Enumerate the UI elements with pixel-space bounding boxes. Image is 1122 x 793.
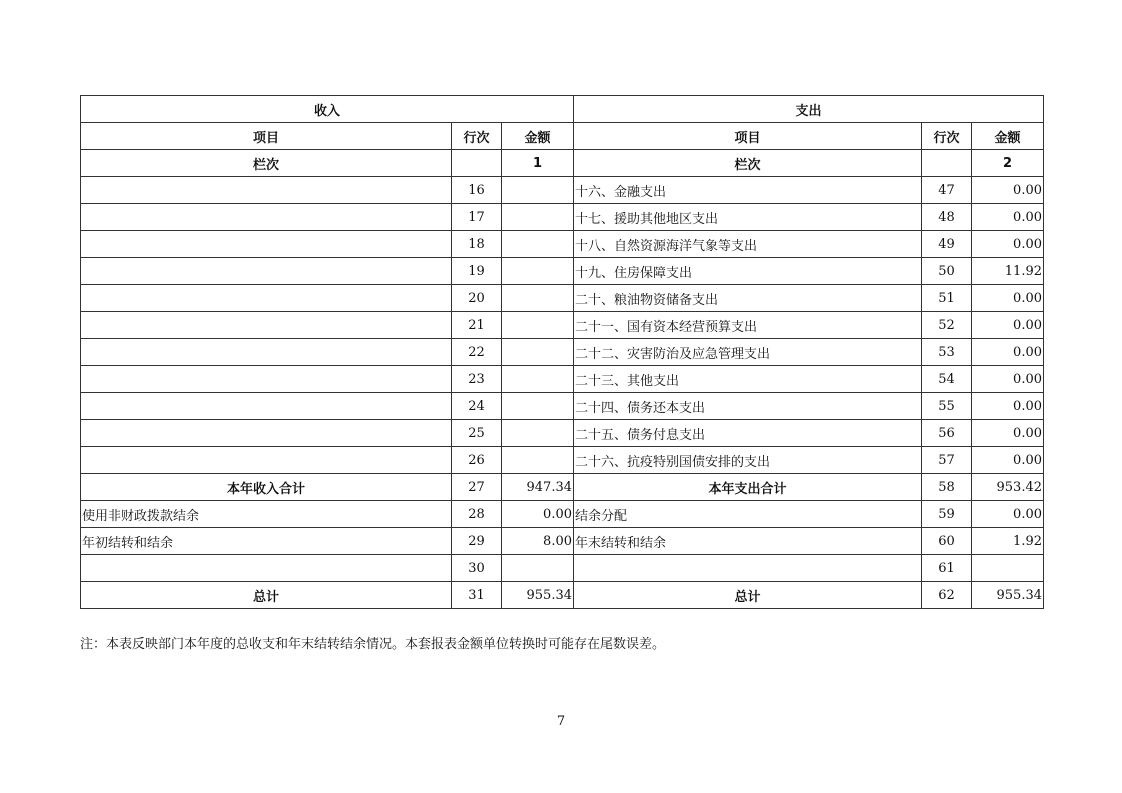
- expense-subtotal-amount: 953.42: [972, 474, 1044, 501]
- income-amount-header: 金额: [502, 123, 574, 150]
- expense-row-no-cell: 51: [922, 285, 972, 312]
- table-body: [81, 96, 1044, 177]
- income-amount-cell: [502, 420, 574, 447]
- expense-column-blank: [922, 150, 972, 177]
- expense-item-cell: 二十一、国有资本经营预算支出: [574, 312, 922, 339]
- expense-amount-header: 金额: [972, 123, 1044, 150]
- expense-row-no-header: 行次: [922, 123, 972, 150]
- expense-amount-cell: 0.00: [972, 204, 1044, 231]
- expense-item-cell: [574, 555, 922, 582]
- page-number: 7: [556, 714, 566, 729]
- expense-amount-cell: 0.00: [972, 501, 1044, 528]
- income-item-cell: 使用非财政拨款结余: [81, 501, 452, 528]
- expense-row-no-cell: 49: [922, 231, 972, 258]
- table-row: [81, 501, 1044, 528]
- income-amount-cell: [502, 366, 574, 393]
- expense-total-row-no: 62: [922, 582, 972, 609]
- expense-column-label: 栏次: [574, 150, 922, 177]
- income-column-blank: [452, 150, 502, 177]
- income-row-no-cell: 21: [452, 312, 502, 339]
- expense-item-cell: 二十、粮油物资储备支出: [574, 285, 922, 312]
- table-row: [81, 555, 1044, 582]
- table-row: [81, 528, 1044, 555]
- expense-header: 支出: [574, 96, 1044, 123]
- expense-item-cell: 十六、金融支出: [574, 177, 922, 204]
- income-item-cell: [81, 231, 452, 258]
- income-item-cell: [81, 420, 452, 447]
- expense-item-cell: 十九、住房保障支出: [574, 258, 922, 285]
- expense-item-cell: 二十四、债务还本支出: [574, 393, 922, 420]
- expense-item-header: 项目: [574, 123, 922, 150]
- subtotal-row: [81, 474, 1044, 501]
- expense-subtotal-label: 本年支出合计: [574, 474, 922, 501]
- expense-column-number: 2: [972, 150, 1044, 177]
- income-row-no-cell: 22: [452, 339, 502, 366]
- income-amount-cell: [502, 393, 574, 420]
- expense-row-no-cell: 54: [922, 366, 972, 393]
- income-amount-cell: [502, 339, 574, 366]
- income-item-cell: [81, 285, 452, 312]
- income-amount-cell: 8.00: [502, 528, 574, 555]
- expense-row-no-cell: 47: [922, 177, 972, 204]
- expense-amount-cell: 11.92: [972, 258, 1044, 285]
- expense-row-no-cell: 56: [922, 420, 972, 447]
- expense-item-cell: 年末结转和结余: [574, 528, 922, 555]
- income-item-header: 项目: [81, 123, 452, 150]
- income-item-cell: 年初结转和结余: [81, 528, 452, 555]
- expense-amount-cell: 0.00: [972, 312, 1044, 339]
- table-row: [81, 231, 1044, 258]
- expense-amount-cell: 0.00: [972, 447, 1044, 474]
- income-amount-cell: [502, 285, 574, 312]
- data-rows: [81, 177, 1044, 474]
- income-row-no-cell: 30: [452, 555, 502, 582]
- table-row: [81, 204, 1044, 231]
- table-row: [81, 285, 1044, 312]
- income-row-no-cell: 18: [452, 231, 502, 258]
- table-row: [81, 339, 1044, 366]
- income-row-no-cell: 24: [452, 393, 502, 420]
- expense-item-cell: 十七、援助其他地区支出: [574, 204, 922, 231]
- income-item-cell: [81, 312, 452, 339]
- expense-amount-cell: 0.00: [972, 366, 1044, 393]
- income-row-no-cell: 25: [452, 420, 502, 447]
- income-item-cell: [81, 204, 452, 231]
- table-row: [81, 312, 1044, 339]
- expense-row-no-cell: 50: [922, 258, 972, 285]
- income-item-cell: [81, 393, 452, 420]
- header-column-row: [81, 123, 1044, 150]
- expense-item-cell: 二十二、灾害防治及应急管理支出: [574, 339, 922, 366]
- income-subtotal-amount: 947.34: [502, 474, 574, 501]
- table-row: [81, 420, 1044, 447]
- income-column-number: 1: [502, 150, 574, 177]
- expense-row-no-cell: 61: [922, 555, 972, 582]
- income-amount-cell: [502, 312, 574, 339]
- income-subtotal-row-no: 27: [452, 474, 502, 501]
- income-row-no-cell: 19: [452, 258, 502, 285]
- table-row: [81, 393, 1044, 420]
- income-row-no-cell: 17: [452, 204, 502, 231]
- income-row-no-header: 行次: [452, 123, 502, 150]
- expense-item-cell: 十八、自然资源海洋气象等支出: [574, 231, 922, 258]
- income-item-cell: [81, 177, 452, 204]
- extra-rows: [81, 501, 1044, 582]
- income-subtotal-label: 本年收入合计: [81, 474, 452, 501]
- expense-row-no-cell: 53: [922, 339, 972, 366]
- income-amount-cell: [502, 555, 574, 582]
- income-amount-cell: [502, 258, 574, 285]
- income-row-no-cell: 29: [452, 528, 502, 555]
- expense-amount-cell: [972, 555, 1044, 582]
- expense-total-amount: 955.34: [972, 582, 1044, 609]
- income-row-no-cell: 16: [452, 177, 502, 204]
- income-amount-cell: [502, 231, 574, 258]
- table-row: [81, 366, 1044, 393]
- income-item-cell: [81, 447, 452, 474]
- expense-subtotal-row-no: 58: [922, 474, 972, 501]
- expense-amount-cell: 0.00: [972, 393, 1044, 420]
- income-item-cell: [81, 366, 452, 393]
- income-row-no-cell: 28: [452, 501, 502, 528]
- expense-amount-cell: 1.92: [972, 528, 1044, 555]
- expense-item-cell: 二十六、抗疫特别国债安排的支出: [574, 447, 922, 474]
- expense-row-no-cell: 48: [922, 204, 972, 231]
- expense-row-no-cell: 57: [922, 447, 972, 474]
- header-section-row: [81, 96, 1044, 123]
- income-header: 收入: [81, 96, 574, 123]
- expense-item-cell: 二十三、其他支出: [574, 366, 922, 393]
- expense-item-cell: 二十五、债务付息支出: [574, 420, 922, 447]
- income-item-cell: [81, 555, 452, 582]
- expense-item-cell: 结余分配: [574, 501, 922, 528]
- income-row-no-cell: 23: [452, 366, 502, 393]
- income-amount-cell: [502, 447, 574, 474]
- income-row-no-cell: 20: [452, 285, 502, 312]
- expense-row-no-cell: 52: [922, 312, 972, 339]
- table-row: [81, 447, 1044, 474]
- income-column-label: 栏次: [81, 150, 452, 177]
- column-number-row: [81, 150, 1044, 177]
- expense-amount-cell: 0.00: [972, 177, 1044, 204]
- income-amount-cell: 0.00: [502, 501, 574, 528]
- expense-amount-cell: 0.00: [972, 231, 1044, 258]
- table-row: [81, 177, 1044, 204]
- expense-amount-cell: 0.00: [972, 420, 1044, 447]
- expense-total-label: 总计: [574, 582, 922, 609]
- income-item-cell: [81, 258, 452, 285]
- income-row-no-cell: 26: [452, 447, 502, 474]
- table-row: [81, 258, 1044, 285]
- total-section: [81, 582, 1044, 609]
- expense-amount-cell: 0.00: [972, 285, 1044, 312]
- income-total-row-no: 31: [452, 582, 502, 609]
- income-item-cell: [81, 339, 452, 366]
- expense-row-no-cell: 59: [922, 501, 972, 528]
- expense-row-no-cell: 55: [922, 393, 972, 420]
- income-total-amount: 955.34: [502, 582, 574, 609]
- income-expense-table: [80, 95, 1044, 609]
- subtotal-section: [81, 474, 1044, 501]
- income-amount-cell: [502, 204, 574, 231]
- income-amount-cell: [502, 177, 574, 204]
- expense-amount-cell: 0.00: [972, 339, 1044, 366]
- total-row: [81, 582, 1044, 609]
- expense-row-no-cell: 60: [922, 528, 972, 555]
- income-total-label: 总计: [81, 582, 452, 609]
- footnote: 注：本表反映部门本年度的总收支和年末结转结余情况。本套报表金额单位转换时可能存在尾数误差。: [80, 637, 666, 652]
